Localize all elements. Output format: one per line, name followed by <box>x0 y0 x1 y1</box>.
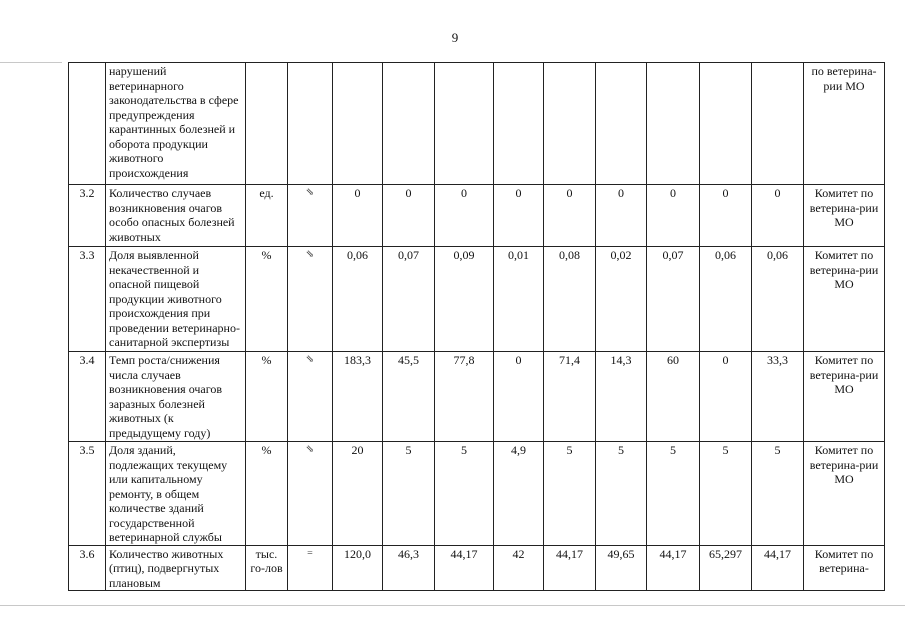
value-cell: 0 <box>494 185 544 247</box>
value-cell: 65,297 <box>700 545 752 591</box>
indicators-table <box>68 62 885 591</box>
row-number: 3.2 <box>69 185 106 247</box>
unit-cell: тыс. го-лов <box>246 545 288 591</box>
value-cell <box>647 63 700 185</box>
value-cell: 120,0 <box>333 545 383 591</box>
value-cell: 0 <box>647 185 700 247</box>
value-cell <box>752 63 804 185</box>
trend-mark <box>288 63 333 185</box>
responsible-cell: Комитет по ветерина-рии МО <box>804 352 885 442</box>
indicator-name: Темп роста/снижения числа случаев возникновения очагов заразных болезней животных (к предыдущему году) <box>106 352 246 442</box>
value-cell: 44,17 <box>435 545 494 591</box>
value-cell: 0 <box>700 352 752 442</box>
value-cell: 5 <box>700 442 752 546</box>
value-cell: 0,02 <box>596 247 647 352</box>
unit-cell: % <box>246 352 288 442</box>
indicator-name: Количество животных (птиц), подвергнутых плановым <box>106 545 246 591</box>
value-cell: 45,5 <box>383 352 435 442</box>
indicator-name: нарушений ветеринарного законодательства в сфере предупреждения карантинных болезней и оборота продукции животного происхождения <box>106 63 246 185</box>
value-cell: 49,65 <box>596 545 647 591</box>
value-cell: 0 <box>494 352 544 442</box>
indicator-name: Доля выявленной некачественной и опасной пищевой продукции животного происхождения при проведении ветеринарно-санитарной экспертизы <box>106 247 246 352</box>
trend-mark: ⇘ <box>288 442 333 546</box>
trend-mark: ⇘ <box>288 352 333 442</box>
value-cell <box>383 63 435 185</box>
value-cell: 5 <box>544 442 596 546</box>
table-row <box>69 352 885 442</box>
value-cell: 0 <box>383 185 435 247</box>
value-cell: 0,08 <box>544 247 596 352</box>
unit-cell <box>246 63 288 185</box>
value-cell <box>544 63 596 185</box>
value-cell: 44,17 <box>752 545 804 591</box>
trend-mark: ⇘ <box>288 185 333 247</box>
value-cell: 14,3 <box>596 352 647 442</box>
unit-cell: ед. <box>246 185 288 247</box>
value-cell: 5 <box>596 442 647 546</box>
value-cell: 0 <box>435 185 494 247</box>
value-cell: 0 <box>700 185 752 247</box>
value-cell: 0,06 <box>752 247 804 352</box>
value-cell: 71,4 <box>544 352 596 442</box>
value-cell <box>435 63 494 185</box>
responsible-cell: Комитет по ветерина- <box>804 545 885 591</box>
value-cell: 0,01 <box>494 247 544 352</box>
table-row <box>69 545 885 591</box>
value-cell: 0,07 <box>647 247 700 352</box>
responsible-cell: Комитет по ветерина-рии МО <box>804 185 885 247</box>
value-cell: 77,8 <box>435 352 494 442</box>
unit-cell: % <box>246 442 288 546</box>
table-row <box>69 63 885 185</box>
value-cell: 0,06 <box>700 247 752 352</box>
value-cell: 0 <box>752 185 804 247</box>
value-cell: 183,3 <box>333 352 383 442</box>
value-cell: 5 <box>752 442 804 546</box>
value-cell <box>596 63 647 185</box>
row-number: 3.5 <box>69 442 106 546</box>
responsible-cell: по ветерина-рии МО <box>804 63 885 185</box>
trend-mark: ⇘ <box>288 247 333 352</box>
value-cell: 5 <box>647 442 700 546</box>
row-number <box>69 63 106 185</box>
value-cell: 20 <box>333 442 383 546</box>
scan-artifact-line <box>0 62 62 63</box>
table-row <box>69 185 885 247</box>
page-number: 9 <box>451 30 459 45</box>
value-cell: 0 <box>544 185 596 247</box>
row-number: 3.6 <box>69 545 106 591</box>
value-cell: 0,07 <box>383 247 435 352</box>
trend-mark: = <box>288 545 333 591</box>
value-cell: 4,9 <box>494 442 544 546</box>
value-cell: 0 <box>596 185 647 247</box>
value-cell: 0,09 <box>435 247 494 352</box>
responsible-cell: Комитет по ветерина-рии МО <box>804 442 885 546</box>
value-cell <box>333 63 383 185</box>
value-cell: 44,17 <box>544 545 596 591</box>
row-number: 3.3 <box>69 247 106 352</box>
table-row <box>69 442 885 546</box>
value-cell <box>700 63 752 185</box>
value-cell: 42 <box>494 545 544 591</box>
value-cell: 5 <box>435 442 494 546</box>
value-cell <box>494 63 544 185</box>
value-cell: 60 <box>647 352 700 442</box>
unit-cell: % <box>246 247 288 352</box>
responsible-cell: Комитет по ветерина-рии МО <box>804 247 885 352</box>
value-cell: 0,06 <box>333 247 383 352</box>
value-cell: 0 <box>333 185 383 247</box>
value-cell: 46,3 <box>383 545 435 591</box>
value-cell: 44,17 <box>647 545 700 591</box>
indicator-name: Доля зданий, подлежащих текущему или капитальному ремонту, в общем количестве зданий государственной ветеринарной службы <box>106 442 246 546</box>
table-row <box>69 247 885 352</box>
row-number: 3.4 <box>69 352 106 442</box>
scan-artifact-line <box>0 605 905 606</box>
indicator-name: Количество случаев возникновения очагов особо опасных болезней животных <box>106 185 246 247</box>
value-cell: 5 <box>383 442 435 546</box>
value-cell: 33,3 <box>752 352 804 442</box>
